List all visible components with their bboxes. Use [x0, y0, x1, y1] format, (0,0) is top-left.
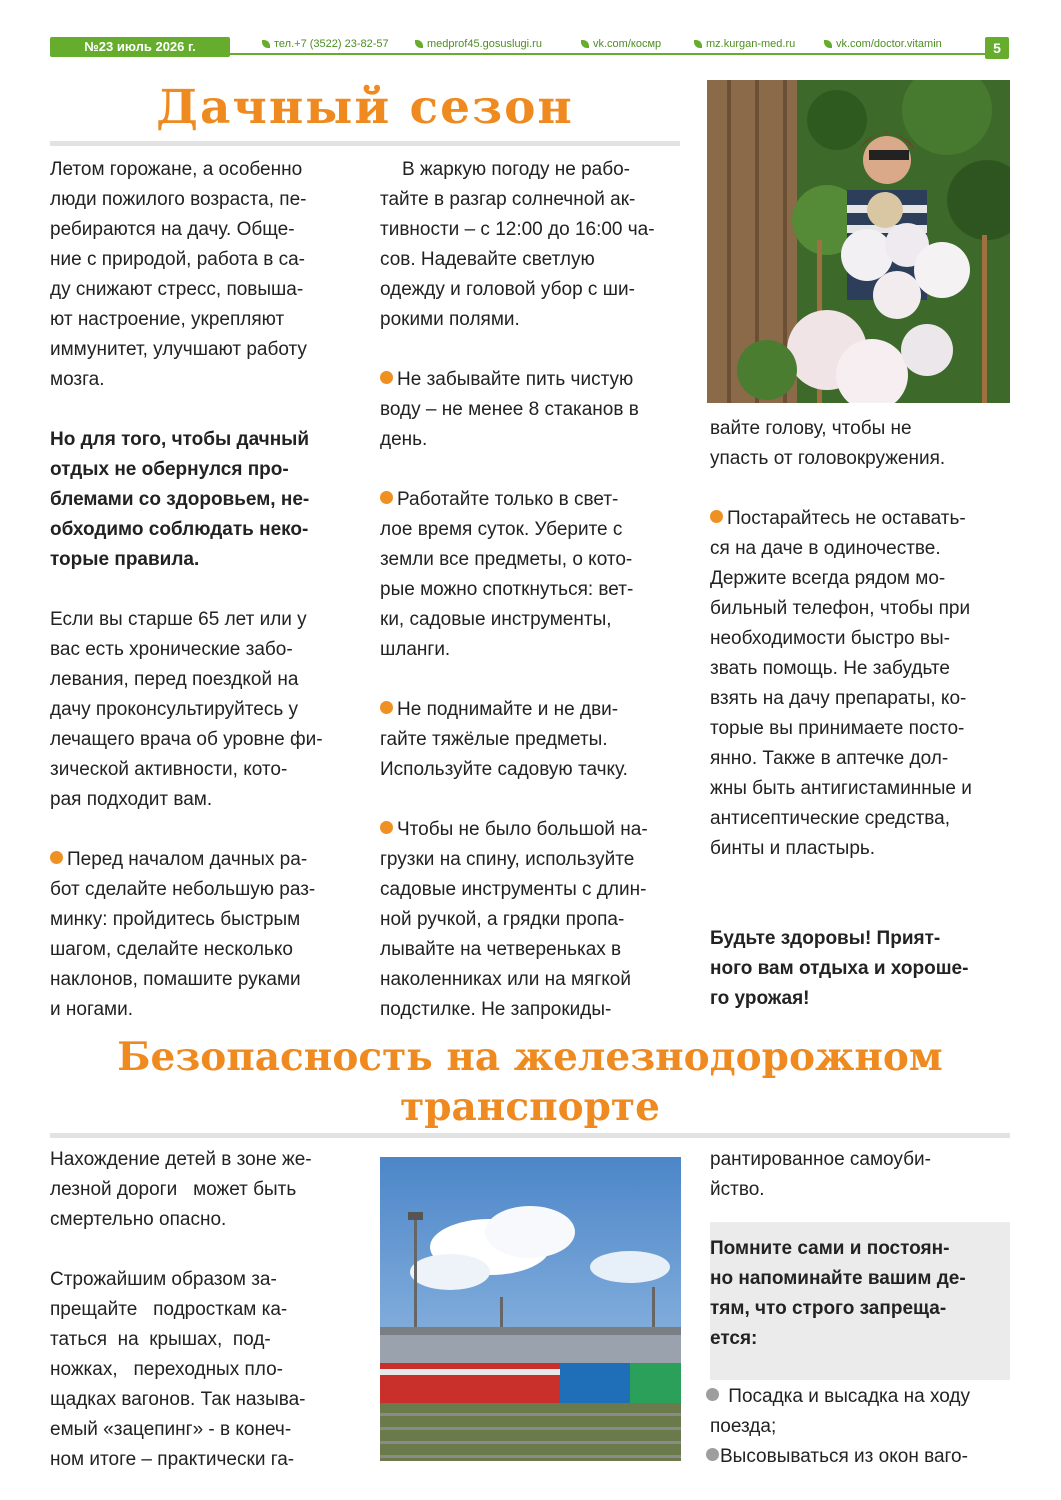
paragraph: Строжайшим образом за- прещайте подросткам ка- таться на крышах, под- ножках, переходных пло- щадках вагонов. Так называ- емый «зацепинг» - в конеч- ном итоге – практически га-: [50, 1269, 306, 1470]
leaf-icon: [415, 40, 423, 48]
warning-callout-text: Помните сами и постоян- но напоминайте вашим де- тям, что строго запреща- ется:: [710, 1238, 966, 1349]
paragraph: Нахождение детей в зоне же- лезной дороги может быть смертельно опасно.: [50, 1149, 312, 1230]
article-title-dacha: Дачный сезон: [156, 80, 574, 135]
bullet-paragraph: Не забывайте пить чистую воду – не менее 8 стаканов в день.: [380, 369, 639, 450]
closing-wish: Будьте здоровы! Прият- ного вам отдыха и хороше- го урожая!: [710, 928, 969, 1009]
paragraph: рантированное самоуби- йство.: [710, 1149, 931, 1200]
title-rule: [50, 141, 680, 146]
leaf-icon: [694, 40, 702, 48]
paragraph: вайте голову, чтобы не упасть от головокружения.: [710, 418, 946, 469]
bullet-dot-icon: [380, 701, 393, 714]
contact-phone: тел.+7 (3522) 23-82-57: [262, 38, 389, 50]
issue-badge: №23 июль 2026 г.: [50, 37, 230, 57]
bullet-paragraph: Постарайтесь не оставать- ся на даче в одиночестве. Держите всегда рядом мо- бильный телефон, чтобы при необходимости быстро вы- звать помощь. Не забудьте взять на дачу препараты, ко- торые вы принимаете посто- янно. Также в аптечке дол- жны быть антигистаминные и антисептические средства, бинты и пластырь.: [710, 508, 972, 859]
header-rule: [230, 53, 985, 55]
bullet-dot-icon: [380, 371, 393, 384]
paragraph-bold: Но для того, чтобы дачный отдых не обернулся про- блемами со здоровьем, не- обходимо соблюдать неко- торые правила.: [50, 429, 310, 570]
contact-link-vk-kosmp[interactable]: vk.com/космр: [581, 38, 661, 50]
leaf-icon: [824, 40, 832, 48]
bullet-paragraph: Перед началом дачных ра- бот сделайте небольшую раз- минку: пройдитесь быстрым шагом, сделайте несколько наклонов, помашите руками и ногами.: [50, 849, 316, 1020]
bullet-paragraph: Работайте только в свет- лое время суток. Уберите с земли все предметы, о кото- рые можно споткнуться: вет- ки, садовые инструменты, шланги.: [380, 489, 634, 660]
list-item: Высовываться из окон ваго-: [706, 1442, 1011, 1472]
prohibited-list: [706, 1382, 1011, 1472]
bullet-dot-icon: [380, 821, 393, 834]
contact-link-medprof[interactable]: medprof45.gosuslugi.ru: [415, 38, 542, 50]
article2-column-1: [50, 1145, 350, 1475]
article1-column-2: [380, 155, 680, 1025]
bullet-paragraph: Чтобы не было большой на- грузки на спину, используйте садовые инструменты с длин- ной ручкой, а грядки пропа- лывайте на четвереньках в наколенниках или на мягкой подстилке. Не запрокиды-: [380, 819, 648, 1020]
contact-link-vk-doctor-vitamin[interactable]: vk.com/doctor.vitamin: [824, 38, 942, 50]
article2-column-3: [710, 1145, 1010, 1205]
page-number: 5: [985, 37, 1009, 59]
paragraph: Если вы старше 65 лет или у вас есть хронические забо- левания, перед поездкой на дачу проконсультируйтесь у лечащего врача об уровне фи- зической активности, кото- рая подходит вам.: [50, 609, 323, 810]
bullet-dot-icon: [380, 491, 393, 504]
article-title-railway: Безопасность на железнодорожном транспорте: [117, 1034, 943, 1130]
contact-link-kurgan-med[interactable]: mz.kurgan-med.ru: [694, 38, 795, 50]
list-item: Посадка и высадка на ходу: [706, 1382, 1011, 1412]
paragraph: Летом горожане, а особенно люди пожилого возраста, пе- ребираются на дачу. Обще- ние с природой, работа в са- ду снижают стресс, повыша- ют настроение, укрепляют иммунитет, улучшают работу мозга.: [50, 159, 307, 390]
leaf-icon: [581, 40, 589, 48]
bullet-paragraph: Не поднимайте и не дви- гайте тяжёлые предметы. Используйте садовую тачку.: [380, 699, 628, 780]
article1-column-1: [50, 155, 350, 1025]
bullet-dot-icon: [706, 1448, 719, 1461]
bullet-dot-icon: [50, 851, 63, 864]
paragraph: В жаркую погоду не рабо- тайте в разгар солнечной ак- тивности – с 12:00 до 16:00 ча- сов. Надевайте светлую одежду и головой убор с ши- рокими полями.: [380, 159, 655, 330]
list-item-continuation: поезда;: [710, 1416, 777, 1437]
article1-column-3: [710, 414, 1010, 1014]
bullet-dot-icon: [710, 510, 723, 523]
garden-photo: [707, 80, 1010, 403]
bullet-dot-icon: [706, 1388, 719, 1401]
title-rule: [50, 1133, 1010, 1138]
railway-photo: [380, 1157, 681, 1461]
leaf-icon: [262, 40, 270, 48]
